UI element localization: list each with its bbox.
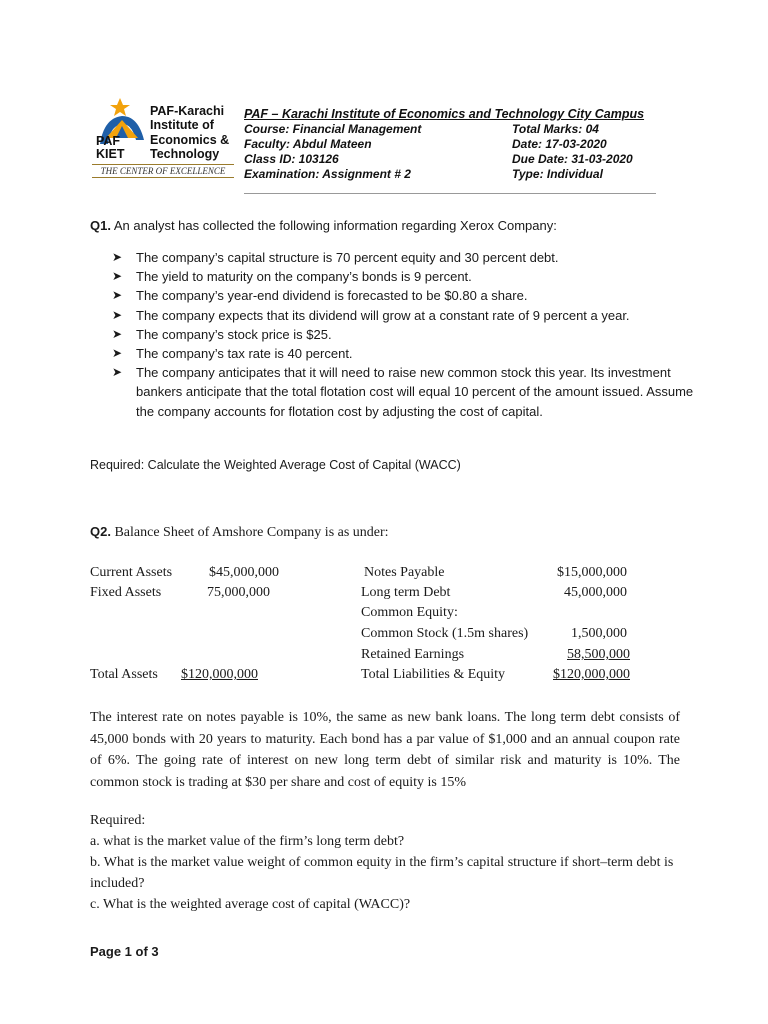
q2-required-block: [90, 810, 690, 915]
notes-payable-value: $15,000,000: [557, 565, 627, 580]
common-stock-value: 1,500,000: [571, 626, 627, 641]
arrow-bullet-icon: ➤: [112, 365, 123, 380]
faculty: Faculty: Abdul Mateen: [244, 137, 372, 151]
header-divider: [244, 193, 656, 194]
q1-label: Q1.: [90, 218, 111, 233]
institute-logo: [92, 96, 234, 182]
q2-part-c: c. What is the weighted average cost of capital (WACC)?: [90, 897, 411, 912]
course: Course: Financial Management: [244, 122, 422, 136]
header-right-block: [512, 122, 633, 182]
q1-question: [90, 218, 557, 233]
logo-line-1: PAF-Karachi: [150, 104, 225, 118]
list-item: ➤ The company anticipates that it will need to raise new common stock this year. Its investment bankers anticipate that the total flotation cost will equal 10 percent of the amount issued. Assume the company accounts for flotation cost by adjusting the cost of capital.: [112, 363, 697, 421]
logo-paf: PAF: [96, 134, 121, 148]
class-id: Class ID: 103126: [244, 152, 339, 166]
arrow-bullet-icon: ➤: [112, 269, 123, 284]
q2-text: Balance Sheet of Amshore Company is as under:: [110, 525, 389, 540]
list-item: ➤ The company’s capital structure is 70 percent equity and 30 percent debt.: [112, 248, 697, 267]
list-item: ➤ The company’s year-end dividend is forecasted to be $0.80 a share.: [112, 286, 697, 305]
fixed-assets-value: 75,000,000: [207, 585, 270, 600]
arrow-bullet-icon: ➤: [112, 250, 123, 264]
common-stock-label: Common Stock (1.5m shares): [361, 626, 529, 641]
arrow-bullet-icon: ➤: [112, 288, 123, 303]
total-liabilities-equity-value: $120,000,000: [553, 667, 630, 682]
q2-required: Required:: [90, 813, 146, 828]
lt-debt-value: 45,000,000: [564, 585, 627, 600]
q1-required: Required: Calculate the Weighted Average Cost of Capital (WACC): [90, 458, 461, 472]
q1-bullet-list: [112, 248, 697, 421]
list-item: ➤ The company expects that its dividend will grow at a constant rate of 9 percent a year.: [112, 306, 697, 325]
list-item: ➤ The company’s tax rate is 40 percent.: [112, 344, 697, 363]
total-assets-label: Total Assets: [90, 667, 158, 682]
logo-tagline: THE CENTER OF EXCELLENCE: [92, 164, 234, 178]
q2-part-a: a. what is the market value of the firm’s long term debt?: [90, 834, 405, 849]
arrow-bullet-icon: ➤: [112, 307, 123, 322]
total-assets-value: $120,000,000: [181, 667, 258, 682]
due-date: Due Date: 31-03-2020: [512, 152, 633, 166]
q2-question: [90, 524, 389, 541]
retained-earnings-label: Retained Earnings: [361, 647, 465, 662]
retained-earnings-value: 58,500,000: [567, 647, 630, 662]
logo-kiet: KIET: [96, 147, 125, 161]
page-number: Page 1 of 3: [90, 944, 159, 959]
header-left-block: [244, 122, 421, 182]
examination: Examination: Assignment # 2: [244, 167, 411, 181]
total-marks: Total Marks: 04: [512, 122, 599, 136]
type: Type: Individual: [512, 167, 603, 181]
notes-payable-label: Notes Payable: [364, 565, 445, 580]
arrow-bullet-icon: ➤: [112, 346, 123, 361]
list-item: ➤ The company’s stock price is $25.: [112, 325, 697, 344]
logo-line-4: Technology: [150, 147, 220, 161]
q2-paragraph: The interest rate on notes payable is 10%, the same as new bank loans. The long term debt consists of 45,000 bonds with 20 years to maturity. Each bond has a par value of $1,000 and an annual coupon rate of 6%. The going rate of interest on new long term debt of similar risk and maturity is 10%. The common stock is trading at $30 per share and cost of equity is 15%: [90, 710, 680, 790]
institute-title: PAF – Karachi Institute of Economics and Technology City Campus: [244, 107, 645, 121]
current-assets-label: Current Assets: [90, 565, 173, 580]
list-item: ➤ The yield to maturity on the company’s bonds is 9 percent.: [112, 267, 697, 286]
q2-label: Q2.: [90, 524, 111, 539]
q2-part-b: b. What is the market value weight of common equity in the firm’s capital structure if short–term debt is included?: [90, 855, 674, 891]
logo-line-3: Economics &: [150, 133, 230, 147]
fixed-assets-label: Fixed Assets: [90, 585, 162, 600]
date: Date: 17-03-2020: [512, 137, 607, 151]
logo-line-2: Institute of: [150, 118, 214, 132]
total-liabilities-equity-label: Total Liabilities & Equity: [361, 667, 506, 682]
current-assets-value: $45,000,000: [209, 565, 279, 580]
lt-debt-label: Long term Debt: [361, 585, 451, 600]
common-equity-label: Common Equity:: [361, 605, 458, 620]
q1-text: An analyst has collected the following information regarding Xerox Company:: [110, 218, 557, 233]
arrow-bullet-icon: ➤: [112, 326, 123, 341]
